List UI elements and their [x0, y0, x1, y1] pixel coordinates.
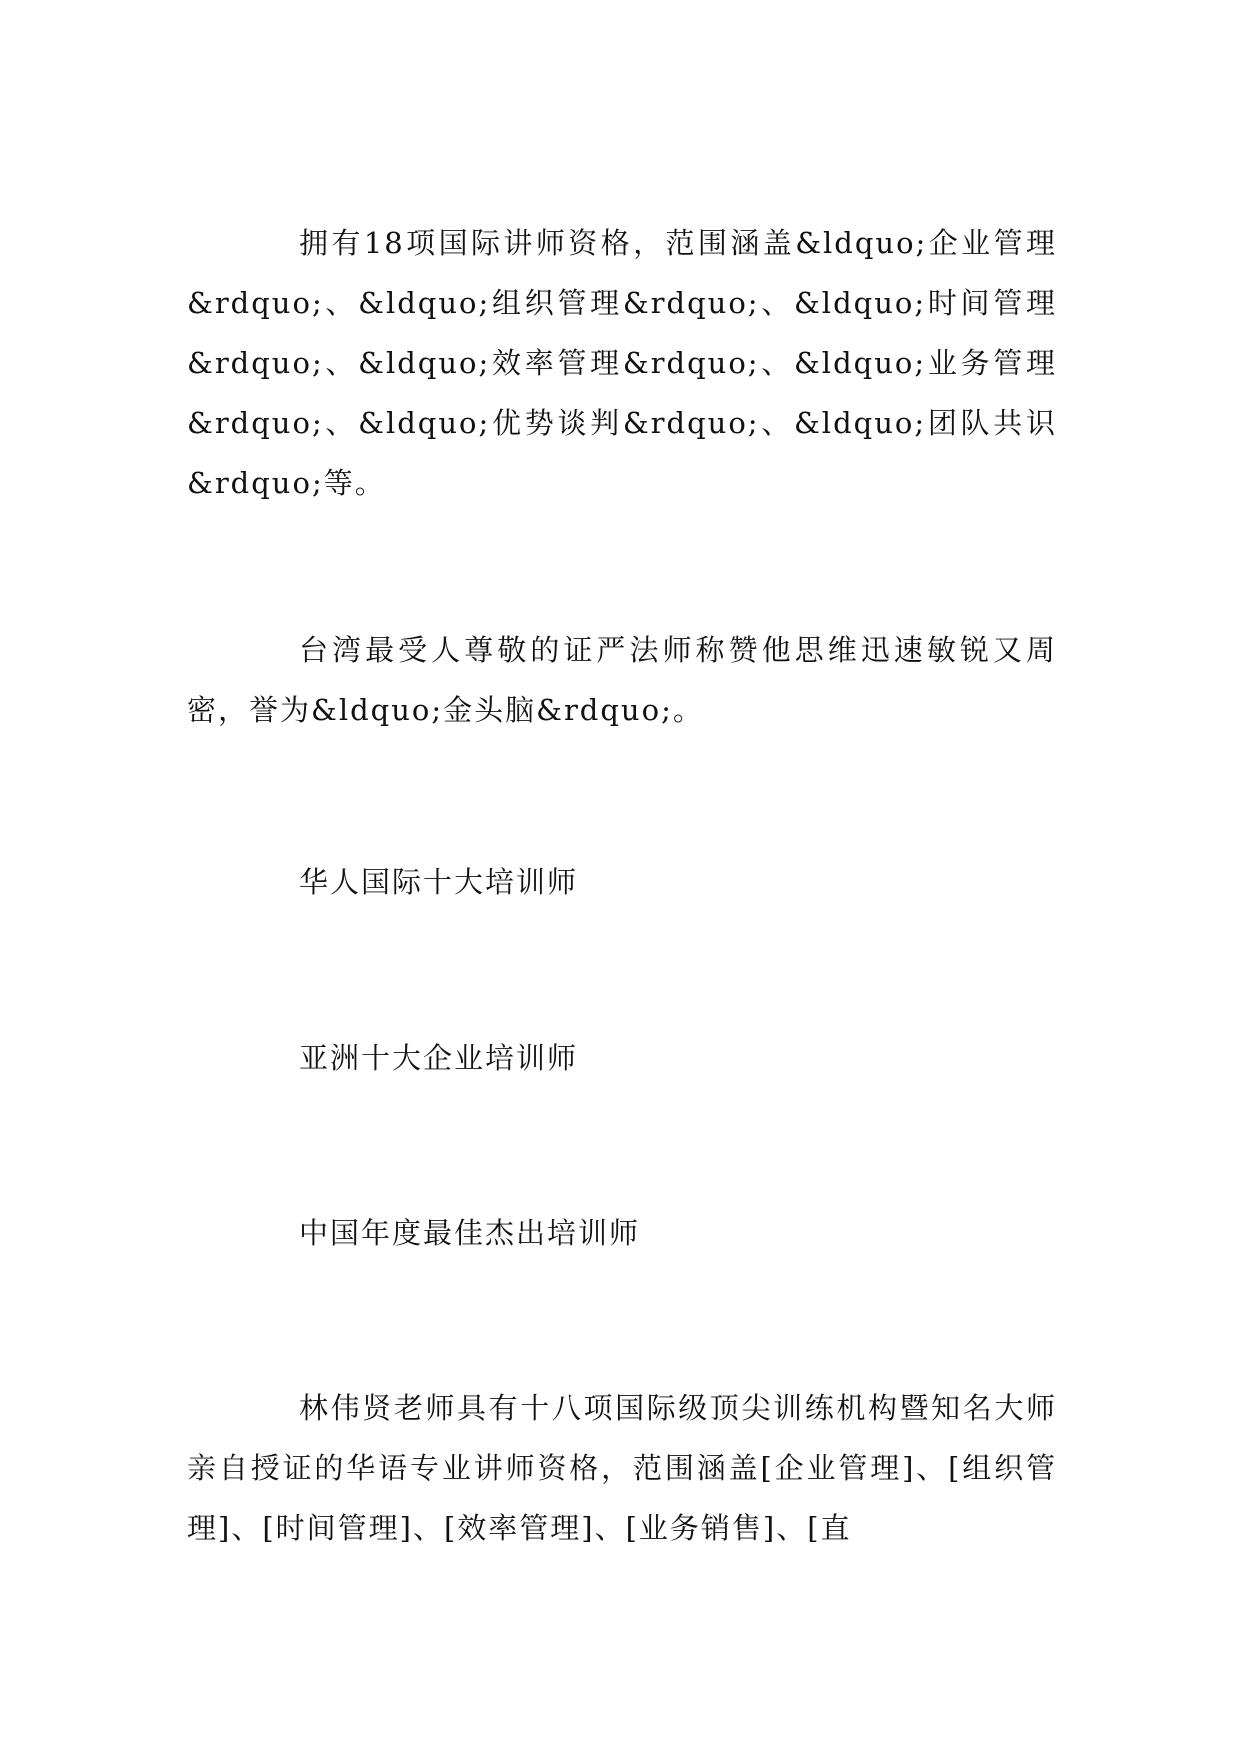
paragraph-lin-weixian: 林伟贤老师具有十八项国际级顶尖训练机构暨知名大师亲自授证的华语专业讲师资格，范围涵盖[企业管理]、[组织管理]、[时间管理]、[效率管理]、[业务销售]、[直 [187, 1391, 1057, 1545]
paragraph-qualifications: 拥有18项国际讲师资格，范围涵盖&ldquo;企业管理&rdquo;、&ldquo;组织管理&rdquo;、&ldquo;时间管理&rdquo;、&ldquo;效率管理&rdquo;、&ldquo;业务管理&rdquo;、&ldquo;优势谈判&rdquo;、&ldquo;团队共识&rdquo;等。 [187, 226, 1057, 500]
paragraph-award-china-best: 中国年度最佳杰出培训师 [299, 1216, 641, 1250]
paragraph-award-asia-top-ten: 亚洲十大企业培训师 [299, 1041, 579, 1075]
paragraph-golden-brain: 台湾最受人尊敬的证严法师称赞他思维迅速敏锐又周密，誉为&ldquo;金头脑&rdquo;。 [187, 633, 1057, 727]
paragraph-award-chinese-top-ten: 华人国际十大培训师 [299, 865, 579, 899]
